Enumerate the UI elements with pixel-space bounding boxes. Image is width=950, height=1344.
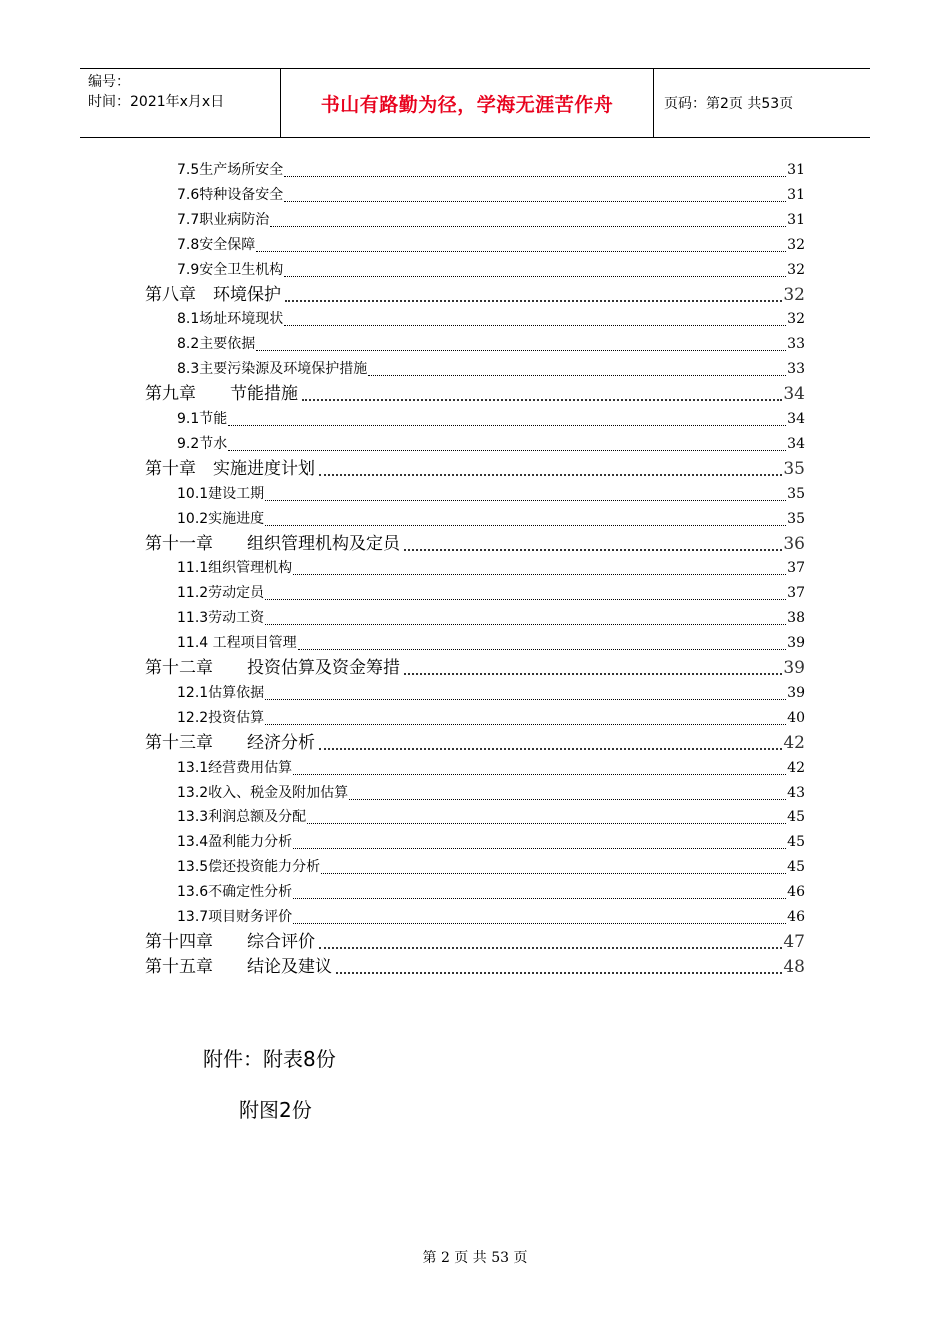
toc-dot-leader	[284, 185, 786, 202]
toc-entry-title: 7.6特种设备安全	[177, 186, 284, 203]
toc-dot-leader	[293, 882, 786, 899]
toc-entry-title: 12.2投资估算	[177, 709, 265, 726]
toc-page-number: 37	[787, 585, 805, 602]
toc-entry-title: 11.2劳动定员	[177, 585, 265, 602]
toc-page-number: 46	[787, 884, 805, 901]
toc-page-number: 35	[787, 485, 805, 502]
toc-dot-leader	[265, 683, 786, 700]
toc-dot-leader	[349, 783, 786, 800]
toc-page-number: 32	[783, 284, 805, 305]
toc-dot-leader	[302, 383, 782, 401]
toc-section-entry[interactable]	[177, 681, 805, 705]
toc-page-number: 35	[783, 458, 805, 479]
attachments-line-2: 附图2份	[239, 1098, 312, 1122]
toc-entry-title: 9.1节能	[177, 411, 228, 427]
toc-page-number: 40	[787, 709, 805, 726]
toc-entry-title: 第十三章 经济分析	[145, 732, 315, 753]
toc-section-entry[interactable]	[177, 756, 805, 780]
toc-section-entry[interactable]	[177, 158, 805, 182]
toc-dot-leader	[265, 708, 786, 725]
toc-entry-title: 7.7职业病防治	[177, 211, 270, 228]
toc-dot-leader	[298, 633, 787, 650]
toc-entry-title: 13.2收入、税金及附加估算	[177, 784, 349, 801]
toc-dot-leader	[293, 558, 786, 575]
toc-dot-leader	[404, 657, 782, 675]
toc-section-entry[interactable]	[177, 805, 805, 829]
toc-page-number: 34	[787, 435, 805, 452]
toc-section-entry[interactable]	[177, 183, 805, 207]
toc-dot-leader	[293, 907, 786, 924]
toc-section-entry[interactable]	[177, 556, 805, 580]
toc-section-entry[interactable]	[177, 482, 805, 506]
toc-entry-title: 13.4盈利能力分析	[177, 834, 293, 851]
time-label: 时间：2021年x月x日	[88, 94, 225, 110]
toc-entry-title: 第十二章 投资估算及资金筹措	[145, 658, 400, 678]
toc-entry-title: 8.3主要污染源及环境保护措施	[177, 361, 368, 378]
toc-entry-title: 11.4 工程项目管理	[177, 635, 297, 652]
toc-section-entry[interactable]	[177, 233, 805, 257]
toc-dot-leader	[319, 732, 782, 750]
toc-section-entry[interactable]	[177, 706, 805, 730]
toc-entry-title: 7.5生产场所安全	[177, 162, 284, 178]
toc-section-entry[interactable]	[177, 880, 805, 904]
toc-page-number: 32	[787, 261, 805, 278]
toc-dot-leader	[265, 583, 786, 600]
toc-section-entry[interactable]	[177, 606, 805, 630]
toc-dot-leader	[321, 857, 786, 874]
toc-page-number: 34	[783, 384, 805, 405]
toc-entry-title: 8.1场址环境现状	[177, 311, 284, 328]
toc-entry-title: 第十五章 结论及建议	[145, 956, 332, 977]
toc-page-number: 39	[787, 635, 805, 652]
page-info: 页码：第2页 共53页	[664, 96, 794, 112]
toc-chapter-entry[interactable]	[145, 655, 805, 681]
page-header	[80, 68, 870, 138]
toc-section-entry[interactable]	[177, 432, 805, 456]
toc-dot-leader	[228, 409, 786, 426]
toc-dot-leader	[319, 931, 782, 949]
toc-page-number: 45	[787, 809, 805, 826]
toc-page-number: 45	[787, 834, 805, 851]
toc-page-number: 45	[787, 859, 805, 876]
toc-entry-title: 第十一章 组织管理机构及定员	[145, 533, 400, 554]
toc-page-number: 32	[787, 236, 805, 253]
toc-chapter-entry[interactable]	[145, 282, 805, 308]
toc-dot-leader	[336, 956, 782, 974]
toc-entry-title: 7.9安全卫生机构	[177, 261, 284, 278]
toc-page-number: 36	[783, 533, 805, 554]
toc-page-number: 35	[787, 510, 805, 527]
toc-section-entry[interactable]	[177, 905, 805, 929]
toc-dot-leader	[270, 210, 786, 227]
toc-page-number: 32	[787, 311, 805, 328]
toc-entry-title: 11.1组织管理机构	[177, 560, 293, 577]
toc-entry-title: 13.1经营费用估算	[177, 759, 293, 776]
toc-entry-title: 10.1建设工期	[177, 485, 265, 502]
toc-page-number: 39	[783, 658, 805, 678]
toc-page-number: 33	[787, 361, 805, 378]
toc-entry-title: 13.7项目财务评价	[177, 909, 293, 925]
toc-page-number: 34	[787, 411, 805, 427]
toc-entry-title: 7.8安全保障	[177, 236, 256, 253]
toc-dot-leader	[368, 359, 786, 376]
toc-entry-title: 8.2主要依据	[177, 336, 256, 353]
toc-dot-leader	[293, 832, 786, 849]
toc-entry-title: 9.2节水	[177, 435, 228, 452]
toc-dot-leader	[284, 260, 786, 277]
toc-dot-leader	[307, 807, 786, 824]
toc-section-entry[interactable]	[177, 781, 805, 805]
toc-chapter-entry[interactable]	[145, 531, 805, 557]
toc-section-entry[interactable]	[177, 208, 805, 232]
toc-dot-leader	[285, 284, 782, 302]
toc-section-entry[interactable]	[177, 332, 805, 356]
toc-page-number: 48	[783, 956, 805, 977]
toc-page-number: 31	[787, 186, 805, 203]
toc-entry-title: 第九章 节能措施	[145, 384, 298, 405]
toc-chapter-entry[interactable]	[145, 730, 805, 756]
motto: 书山有路勤为径，学海无涯苦作舟	[281, 69, 654, 137]
toc-section-entry[interactable]	[177, 407, 805, 431]
toc-dot-leader	[404, 533, 782, 551]
toc-section-entry[interactable]	[177, 855, 805, 879]
header-left-cell	[80, 69, 281, 137]
toc-section-entry[interactable]	[177, 507, 805, 531]
toc-dot-leader	[265, 484, 786, 501]
toc-entry-title: 10.2实施进度	[177, 510, 265, 527]
toc-chapter-entry[interactable]	[145, 929, 805, 955]
toc-entry-title: 第十四章 综合评价	[145, 931, 315, 952]
toc-chapter-entry[interactable]	[145, 381, 805, 407]
toc-page-number: 47	[783, 931, 805, 952]
toc-page-number: 33	[787, 336, 805, 353]
toc-chapter-entry[interactable]	[145, 456, 805, 482]
toc-page-number: 31	[787, 162, 805, 178]
number-label: 编号：	[88, 74, 130, 90]
page-footer: 第 2 页 共 53 页	[422, 1250, 528, 1266]
toc-page-number: 46	[787, 909, 805, 925]
toc-chapter-entry[interactable]	[145, 954, 805, 980]
toc-dot-leader	[319, 458, 782, 476]
toc-section-entry[interactable]	[177, 581, 805, 605]
toc-section-entry[interactable]	[177, 357, 805, 381]
toc-section-entry[interactable]	[177, 307, 805, 331]
toc-entry-title: 13.3利润总额及分配	[177, 809, 307, 826]
toc-section-entry[interactable]	[177, 830, 805, 854]
toc-dot-leader	[256, 235, 786, 252]
toc-page-number: 37	[787, 560, 805, 577]
toc-dot-leader	[284, 160, 786, 177]
toc-dot-leader	[256, 334, 786, 351]
toc-dot-leader	[265, 608, 786, 625]
toc-page-number: 31	[787, 211, 805, 228]
toc-page-number: 42	[783, 732, 805, 753]
toc-entry-title: 12.1估算依据	[177, 684, 265, 701]
toc-entry-title: 13.6不确定性分析	[177, 884, 293, 901]
toc-dot-leader	[228, 434, 786, 451]
toc-entry-title: 13.5偿还投资能力分析	[177, 859, 321, 876]
attachments-line-1: 附件：附表8份	[203, 1047, 336, 1071]
toc-page-number: 39	[787, 684, 805, 701]
toc-dot-leader	[293, 758, 786, 775]
toc-page-number: 43	[787, 784, 805, 801]
toc-dot-leader	[265, 509, 786, 526]
toc-entry-title: 第十章 实施进度计划	[145, 458, 315, 479]
toc-dot-leader	[284, 309, 786, 326]
toc-section-entry[interactable]	[177, 631, 805, 655]
toc-section-entry[interactable]	[177, 258, 805, 282]
toc-page-number: 38	[787, 610, 805, 627]
toc-page-number: 42	[787, 759, 805, 776]
toc-entry-title: 11.3劳动工资	[177, 610, 265, 627]
toc-entry-title: 第八章 环境保护	[145, 284, 281, 305]
